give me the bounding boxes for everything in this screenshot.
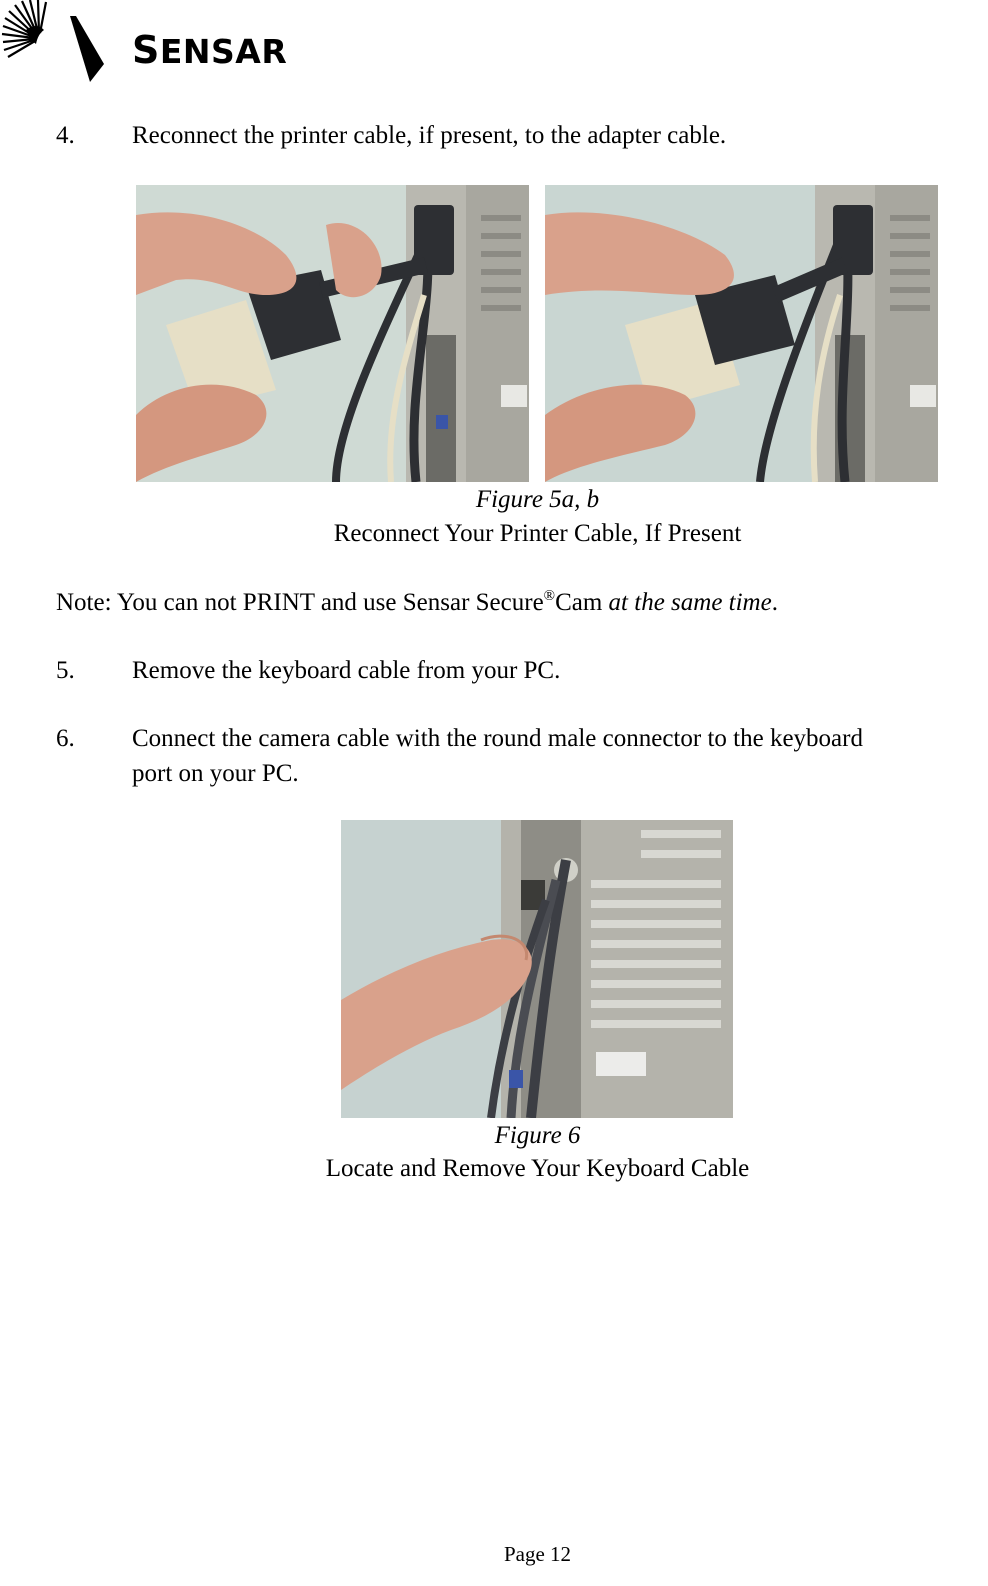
note-prefix: Note: You can not PRINT and use Sensar Secure — [56, 589, 544, 616]
figure-5-caption: Reconnect Your Printer Cable, If Present — [333, 520, 742, 547]
brand-name — [132, 28, 287, 72]
brand-name-rest: ENSAR — [159, 32, 288, 71]
figure-5b-photo — [545, 185, 938, 482]
step-text: Reconnect the printer cable, if present, to the adapter cable. — [132, 122, 727, 149]
brand-logo — [0, 0, 290, 86]
figure-6-caption: Locate and Remove Your Keyboard Cable — [325, 1155, 750, 1182]
page-number: Page 12 — [503, 1542, 572, 1566]
note-end: . — [771, 589, 778, 616]
step-text — [132, 721, 988, 791]
step-text-line-1: Connect the camera cable with the round male connector to the keyboard — [132, 725, 863, 752]
step-number: 6. — [56, 725, 75, 752]
figure-5-label: Figure 5a, b — [475, 486, 600, 513]
sensar-starburst-logo-icon — [0, 0, 108, 84]
step-number: 5. — [56, 657, 75, 684]
figure-5a-photo — [136, 185, 529, 482]
registered-mark: ® — [543, 588, 556, 604]
step-text: Remove the keyboard cable from your PC. — [132, 657, 561, 684]
note-emphasis: at the same time — [608, 589, 772, 616]
figure-6-photo — [341, 820, 733, 1118]
note-text — [56, 586, 778, 620]
figure-6-label: Figure 6 — [494, 1122, 581, 1149]
brand-name-initial: S — [132, 28, 160, 72]
step-text-line-2: port on your PC. — [132, 760, 299, 787]
step-number: 4. — [56, 122, 75, 149]
note-product-suffix: Cam — [555, 589, 609, 616]
